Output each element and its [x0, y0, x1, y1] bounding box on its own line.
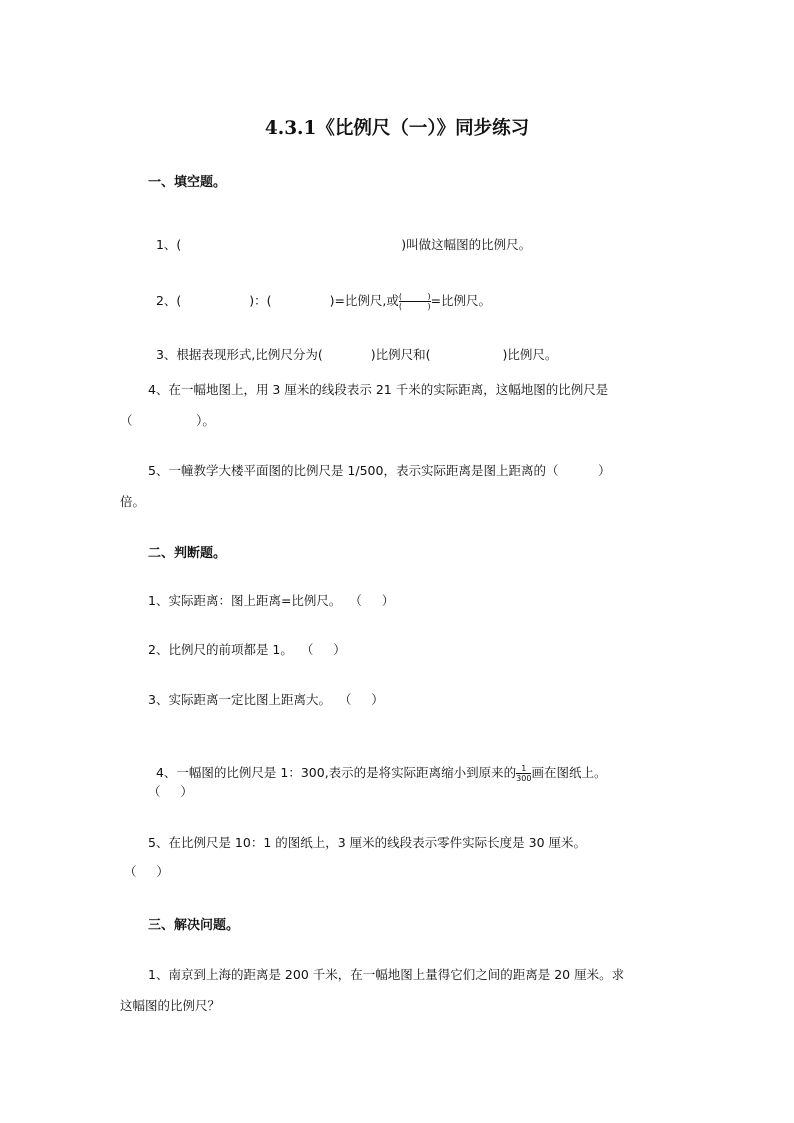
fill-question-4-line1: 4、在一幅地图上，用 3 厘米的线段表示 21 千米的实际距离，这幅地图的比例尺是: [148, 382, 609, 397]
judge-question-4-line1: 4、一幅图的比例尺是 1：300,表示的是将实际距离缩小到原来的 $\frac{1}{300}$ 画在图纸上。: [155, 764, 607, 783]
fill-question-2: 2、( )：( )=比例尺,或 $\frac{( )}{( )}$ =比例尺。: [155, 292, 492, 311]
page-title: 4.3.1《比例尺（一）》同步练习: [264, 118, 530, 139]
judge-question-3: 3、实际距离一定比图上距离大。 （ ）: [148, 692, 384, 707]
fill-question-5-line2: 倍。: [120, 494, 146, 509]
section-heading-fill: 一、填空题。: [148, 175, 227, 190]
judge-question-5-line1: 5、在比例尺是 10：1 的图纸上，3 厘米的线段表示零件实际长度是 30 厘米。: [148, 835, 587, 850]
fill-question-5-line1: 5、一幢教学大楼平面图的比例尺是 1/500，表示实际距离是图上距离的（ ）: [148, 463, 611, 478]
solve-question-1-line2: 这幅图的比例尺？: [120, 998, 221, 1013]
judge-question-4-line2: （ ）: [148, 784, 193, 799]
fill-question-1: 1、( )叫做这幅图的比例尺。: [155, 237, 532, 252]
fraction-one-over-300: $\frac{1}{300}$: [516, 764, 532, 783]
section-heading-judge: 二、判断题。: [148, 546, 227, 561]
fill-question-4-line2: （ ）。: [120, 413, 215, 428]
section-heading-solve: 三、解决问题。: [148, 918, 240, 933]
judge-question-2: 2、比例尺的前项都是 1。 （ ）: [148, 642, 346, 657]
judge-question-5-line2: （ ）: [124, 864, 169, 879]
fill-question-3: 3、根据表现形式,比例尺分为( )比例尺和( )比例尺。: [155, 347, 558, 362]
solve-question-1-line1: 1、南京到上海的距离是 200 千米，在一幅地图上量得它们之间的距离是 20 厘米。求: [148, 967, 625, 982]
fraction-blank: $\frac{( )}{( )}$: [398, 292, 431, 311]
judge-question-1: 1、实际距离：图上距离=比例尺。 （ ）: [148, 593, 395, 608]
